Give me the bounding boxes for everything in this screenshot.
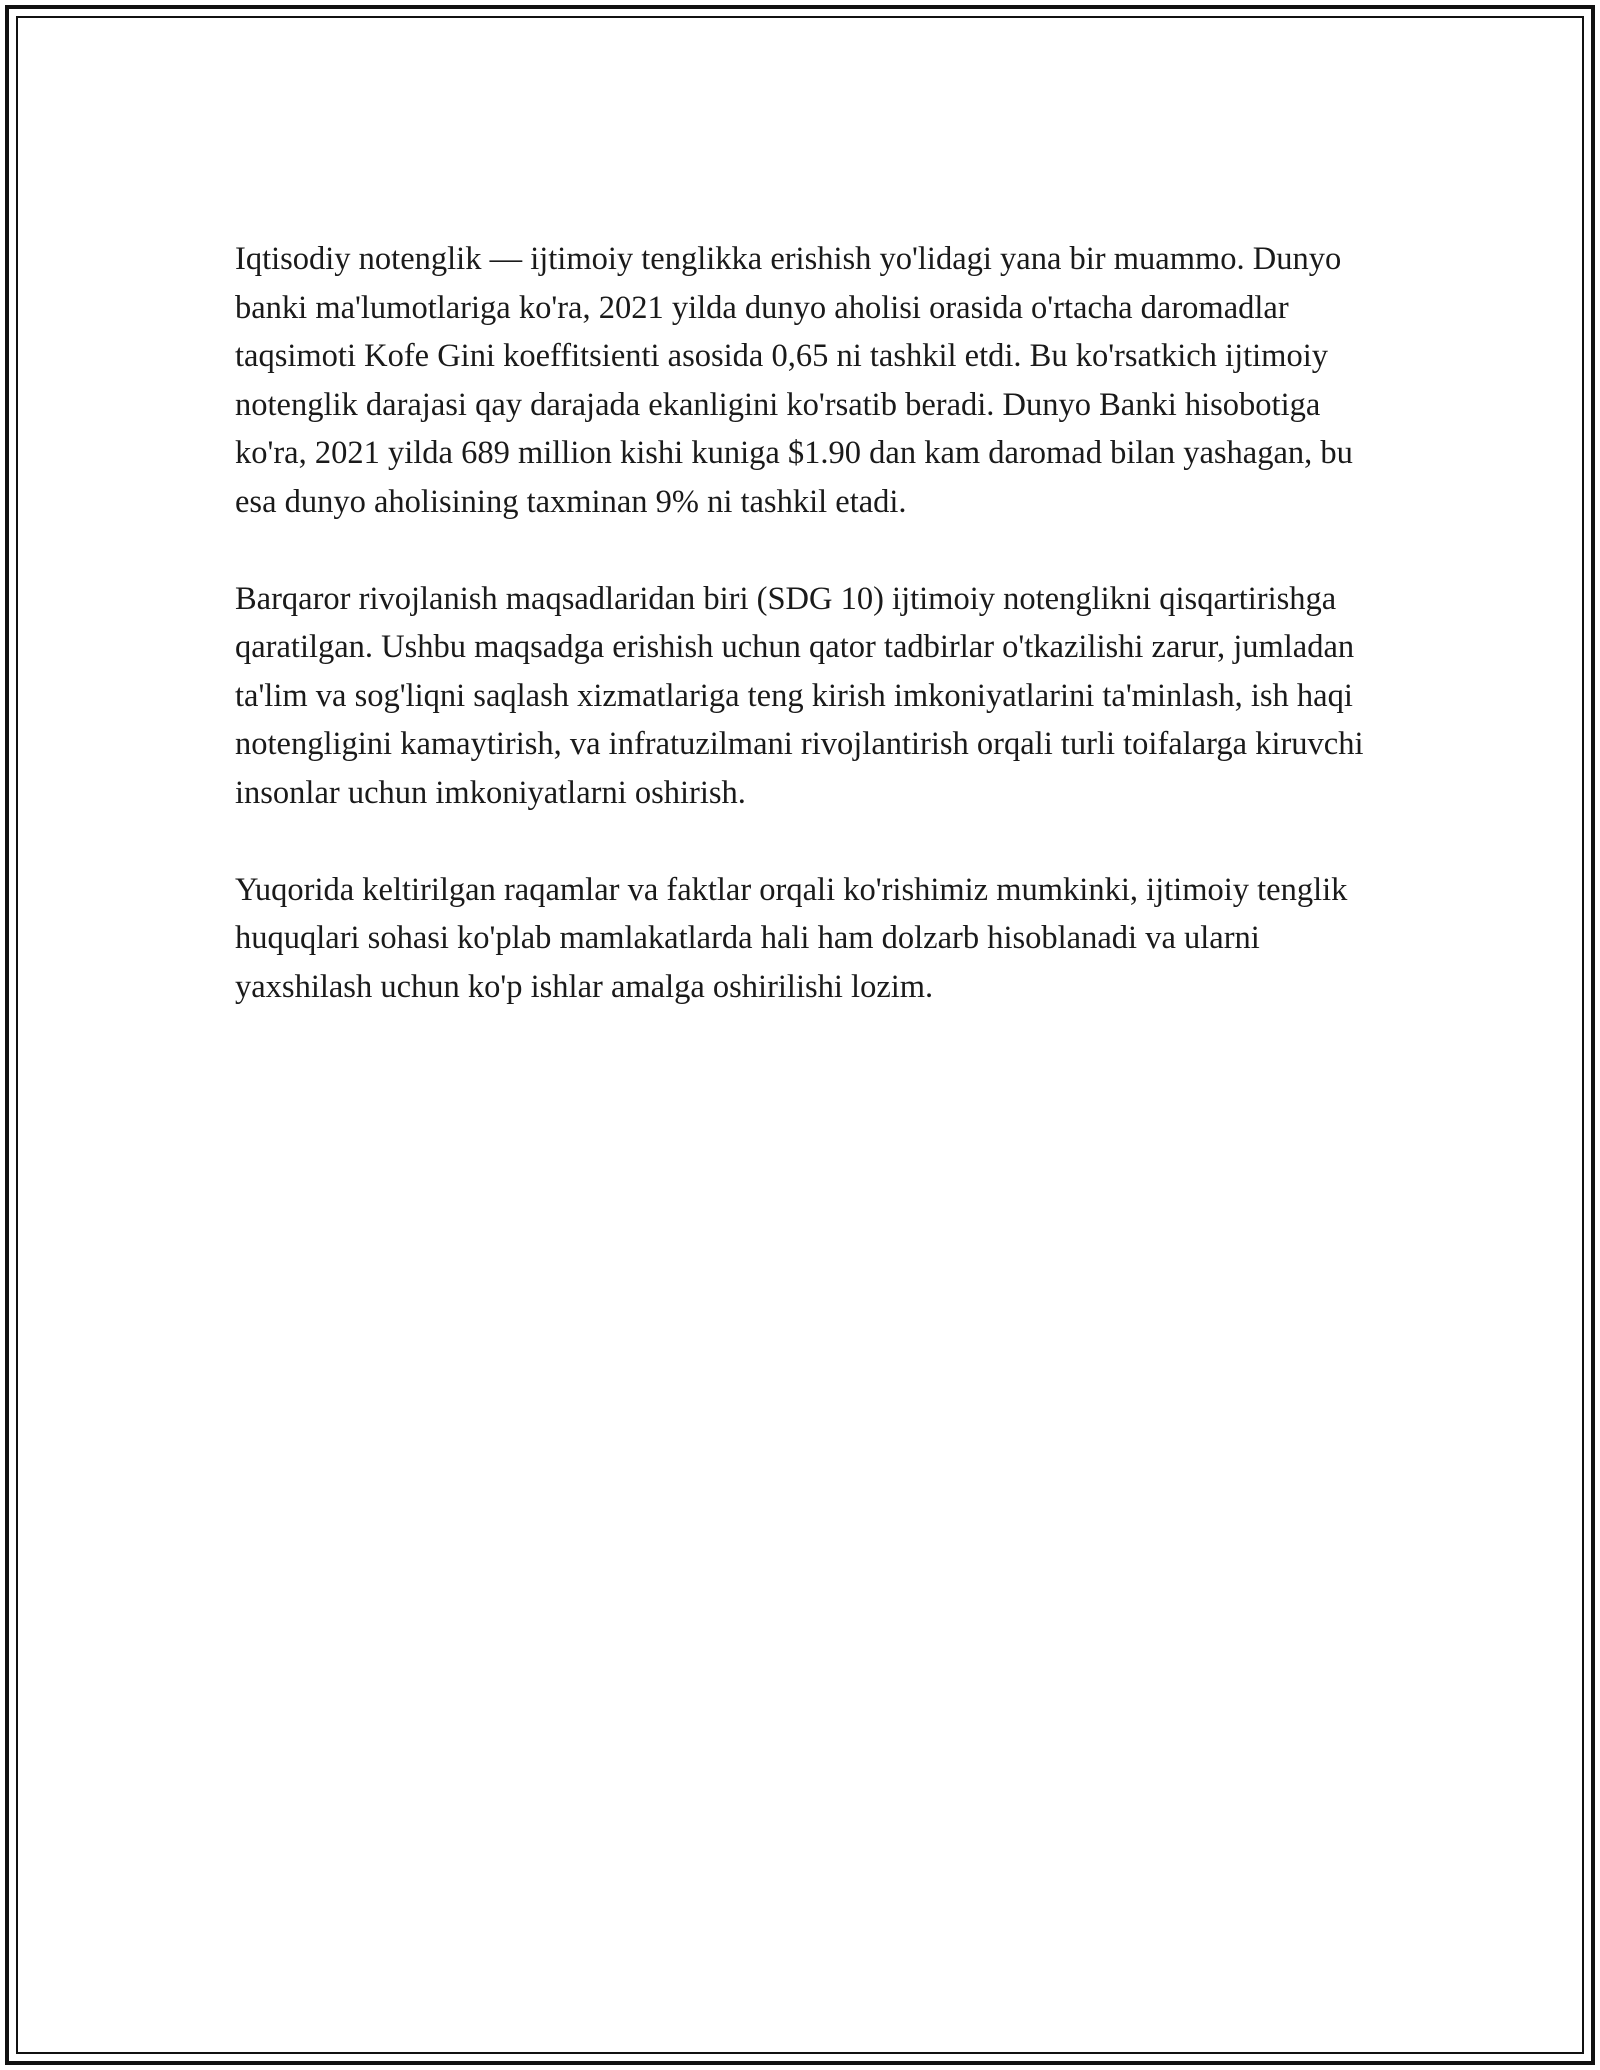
paragraph-sdg-10: Barqaror rivojlanish maqsadlaridan biri (SDG 10) ijtimoiy notenglikni qisqartirishga qaratilgan. Ushbu maqsadga erishish uchun qator tadbirlar o'tkazilishi zarur, jumladan ta'lim va sog'liqni saqlash xizmatlariga teng kirish imkoniyatlarini ta'minlash, ish haqi notengligini kamaytirish, va infratuzilmani rivojlantirish orqali turli toifalarga kiruvchi insonlar uchun imkoniyatlarni oshirish. [235,580,1364,811]
document-body [235,235,1375,1060]
paragraph-economic-inequality: Iqtisodiy notenglik — ijtimoiy tenglikka erishish yo'lidagi yana bir muammo. Dunyo banki ma'lumotlariga ko'ra, 2021 yilda dunyo aholisi orasida o'rtacha daromadlar taqsimoti Kofe Gini koeffitsienti asosida 0,65 ni tashkil etdi. Bu ko'rsatkich ijtimoiy notenglik darajasi qay darajada ekanligini ko'rsatib beradi. Dunyo Banki hisobotiga ko'ra, 2021 yilda 689 million kishi kuniga $1.90 dan kam daromad bilan yashagan, bu esa dunyo aholisining taxminan 9% ni tashkil etadi. [235,241,1353,520]
paragraph-conclusion: Yuqorida keltirilgan raqamlar va faktlar orqali ko'rishimiz mumkinki, ijtimoiy tenglik huquqlari sohasi ko'plab mamlakatlarda hali ham dolzarb hisoblanadi va ularni yaxshilash uchun ko'p ishlar amalga oshirilishi lozim. [235,871,1348,1005]
